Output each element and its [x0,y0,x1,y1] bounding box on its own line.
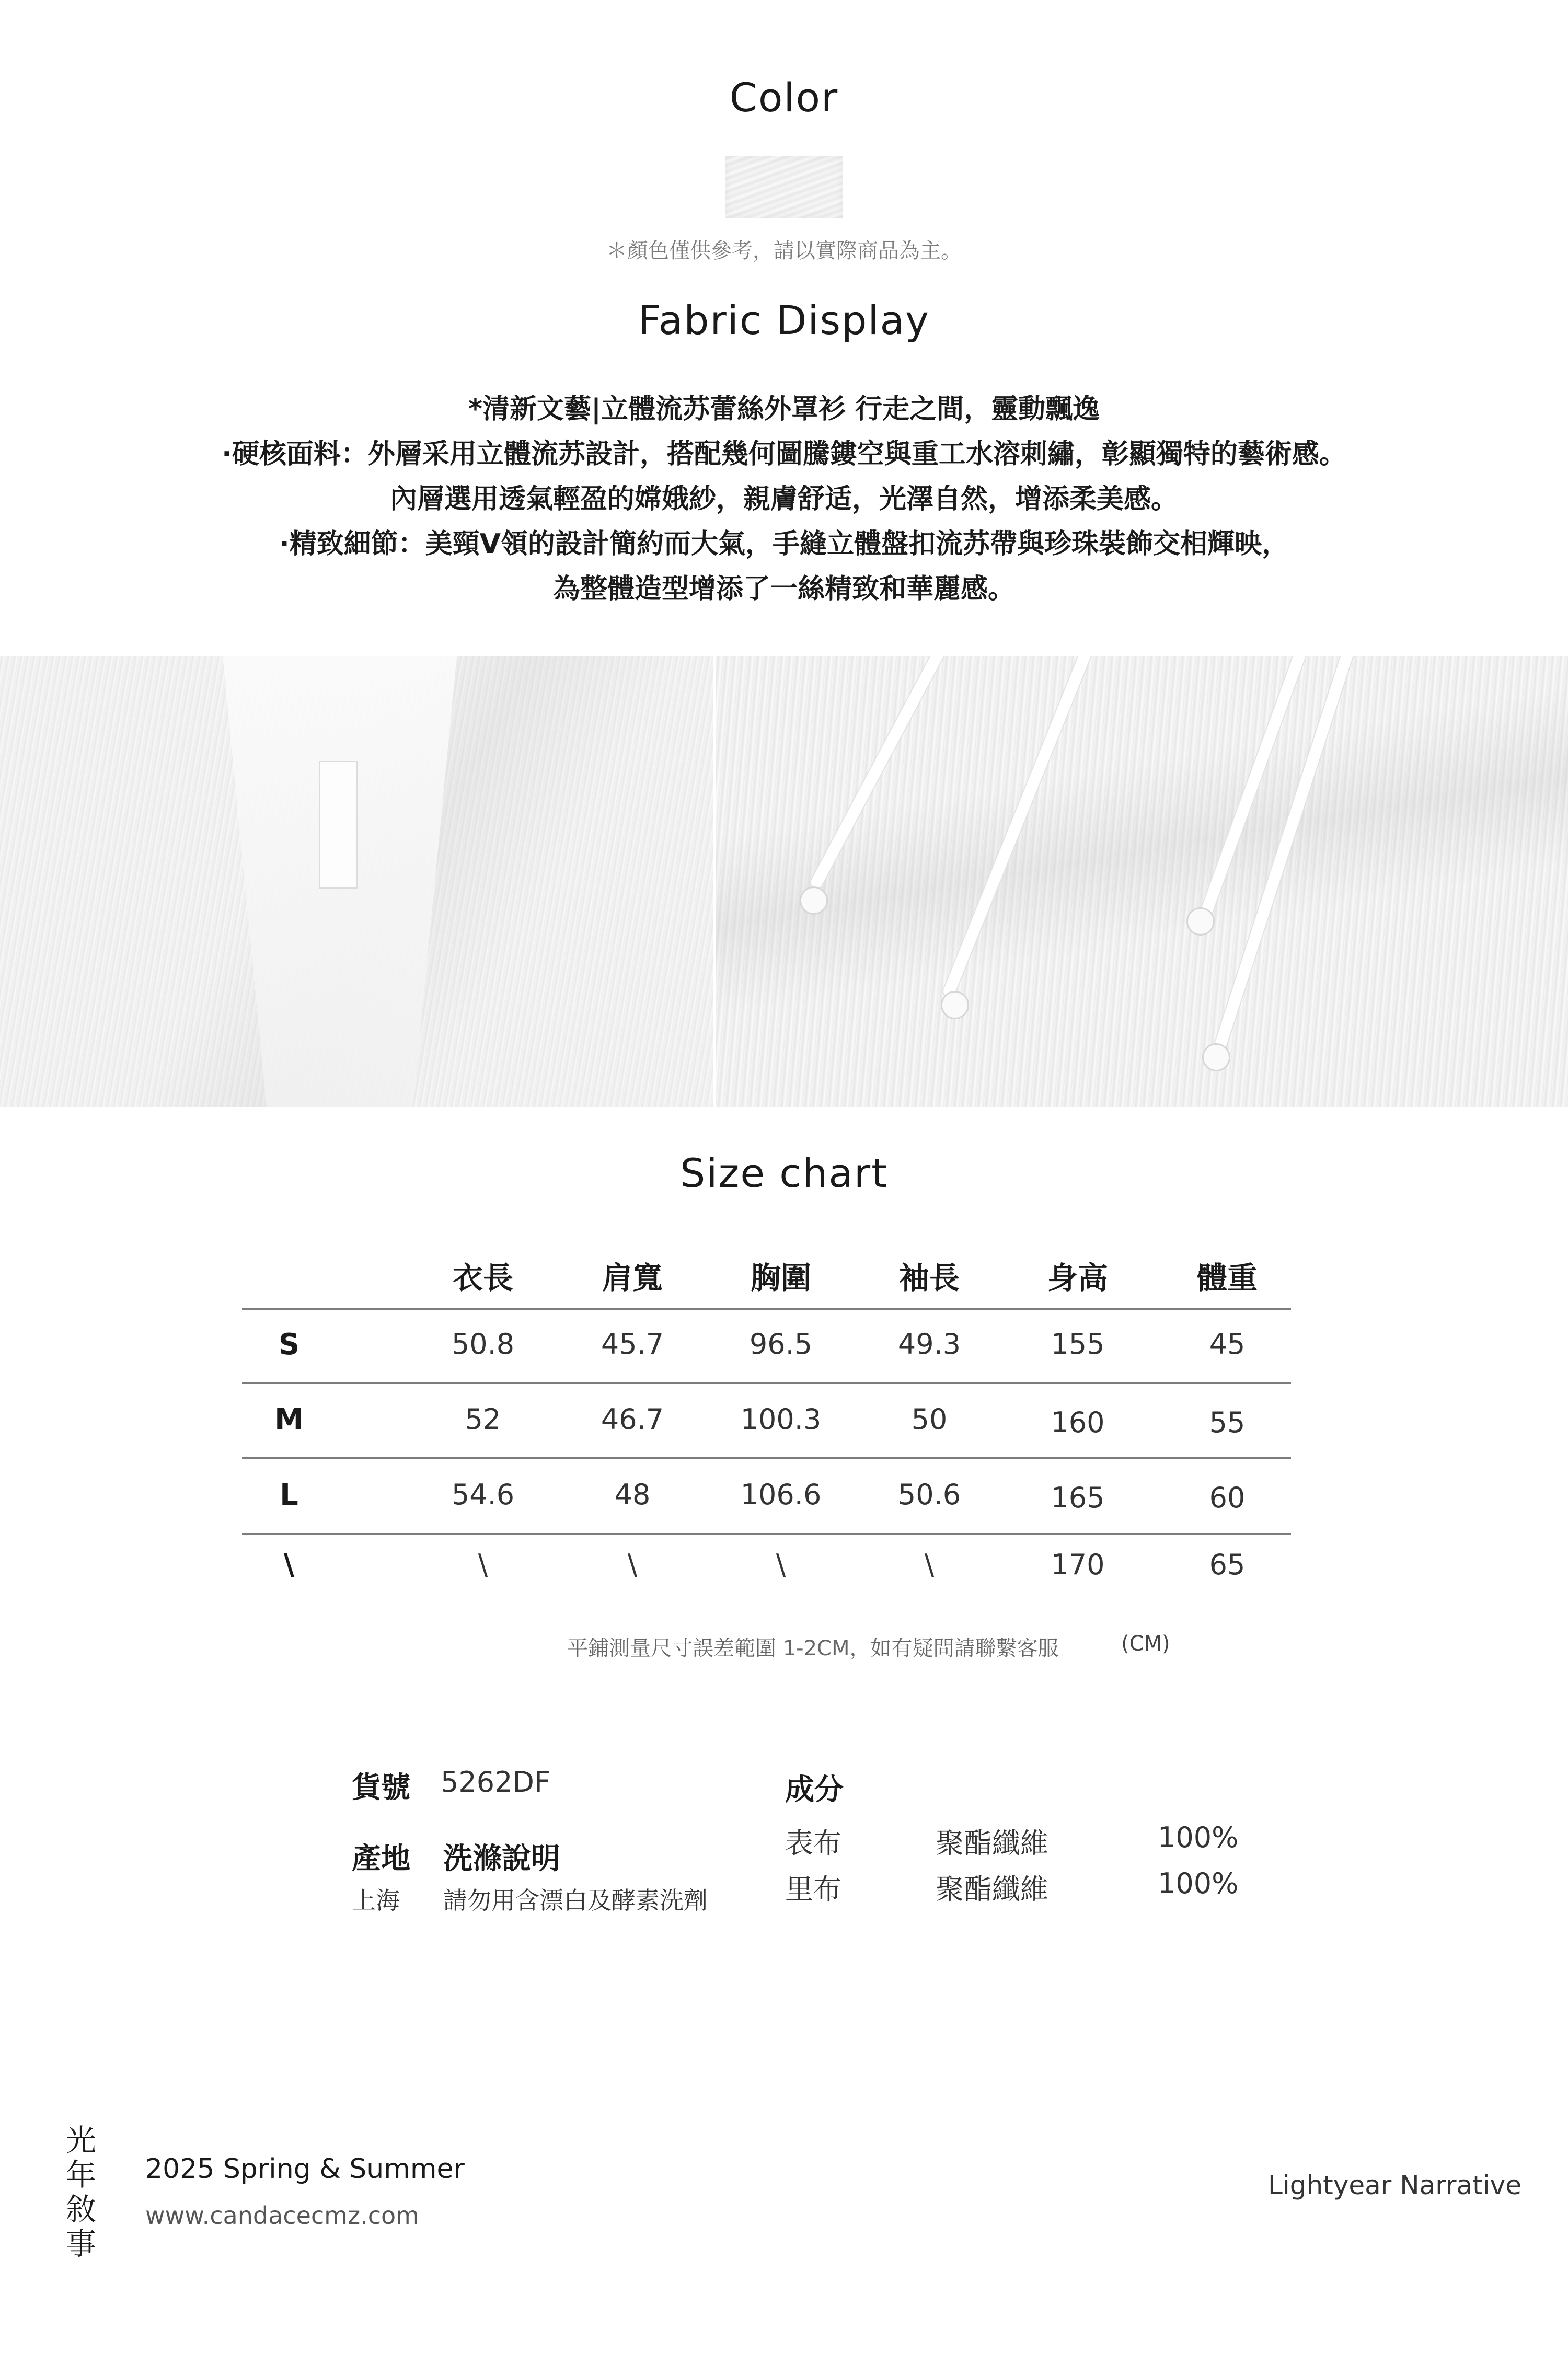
website-link[interactable]: www.candacecmz.com [145,2201,419,2230]
table-cell: \ [478,1548,488,1581]
composition-material: 聚酯纖維 [936,1827,1048,1860]
table-cell: 60 [1209,1481,1246,1514]
table-cell: 48 [614,1478,651,1511]
table-header: 胸圍 [750,1260,811,1296]
composition-percent: 100% [1158,1821,1239,1854]
table-cell: 50.8 [451,1328,515,1361]
item-no-value: 5262DF [441,1766,551,1798]
brand-en: Lightyear Narrative [1268,2170,1521,2200]
description-line: *清新文藝|立體流苏蕾絲外罩衫 行走之間，靈動飄逸 [468,394,1100,425]
fabric-photo-tassels [716,656,1568,1107]
item-no-label: 貨號 [352,1771,410,1805]
composition-label: 成分 [785,1773,844,1807]
table-header: 衣長 [452,1260,513,1296]
brand-char: 事 [65,2226,96,2262]
table-divider [242,1382,1291,1384]
season-text: 2025 Spring & Summer [145,2153,465,2185]
composition-part: 里布 [785,1873,841,1906]
table-cell: \ [627,1548,638,1581]
table-cell: 45.7 [601,1328,664,1361]
table-divider [242,1308,1291,1310]
table-header: 肩寬 [602,1260,663,1296]
table-cell: 55 [1209,1406,1246,1439]
color-title: Color [729,74,839,121]
composition-part: 表布 [785,1827,841,1860]
knot-icon [1202,1043,1230,1071]
knot-icon [800,886,828,915]
table-header: 體重 [1196,1260,1258,1296]
size-label: L [280,1478,298,1512]
color-swatch-white [725,156,843,218]
brand-char: 光 [65,2123,96,2158]
table-cell: 65 [1209,1548,1246,1581]
table-cell: 46.7 [601,1403,664,1436]
origin-value: 上海 [352,1886,400,1915]
fabric-photo-neckline [0,656,713,1107]
color-note: ＊顏色僅供參考，請以實際商品為主。 [606,239,962,263]
table-header: 袖長 [898,1260,960,1296]
table-cell: 165 [1051,1481,1105,1514]
table-cell: 52 [465,1403,501,1436]
table-cell: 96.5 [749,1328,813,1361]
table-cell: 100.3 [740,1403,822,1436]
table-divider [242,1457,1291,1459]
description-line: ·硬核面料：外層采用立體流苏設計，搭配幾何圖騰鏤空與重工水溶刺繡，彰顯獨特的藝術感。 [222,439,1346,470]
wash-label: 洗滌說明 [443,1842,560,1876]
table-cell: 50 [911,1403,948,1436]
table-cell: \ [924,1548,935,1581]
table-cell: 170 [1051,1548,1105,1581]
table-divider [242,1533,1291,1535]
garment-label-icon [319,761,358,889]
size-label: M [274,1403,304,1437]
table-cell: \ [776,1548,786,1581]
size-chart-note: 平鋪測量尺寸誤差範圍 1-2CM，如有疑問請聯繫客服 [567,1636,1059,1661]
composition-percent: 100% [1158,1867,1239,1900]
brand-char: 敘 [65,2192,96,2227]
brand-vertical-logo [63,2123,99,2261]
table-cell: 106.6 [740,1478,822,1511]
brand-char: 年 [65,2157,96,2193]
origin-label: 產地 [352,1842,410,1876]
description-line: 內層選用透氣輕盈的嫦娥紗，親膚舒适，光澤自然，增添柔美感。 [389,483,1178,515]
size-label: S [278,1328,300,1362]
fabric-description [0,387,1568,612]
description-line: 為整體造型增添了一絲精致和華麗感。 [552,573,1015,605]
table-cell: 54.6 [451,1478,515,1511]
composition-material: 聚酯纖維 [936,1873,1048,1906]
description-line: ·精致細節：美頸V領的設計簡約而大氣，手縫立體盤扣流苏帶與珍珠裝飾交相輝映， [279,528,1289,560]
knot-icon [1186,907,1215,936]
size-chart-title: Size chart [680,1150,888,1196]
wash-value: 請勿用含漂白及酵素洗劑 [443,1886,708,1915]
table-cell: 160 [1051,1406,1105,1439]
size-chart-unit: (CM) [1121,1632,1170,1656]
table-cell: 49.3 [897,1328,961,1361]
knot-icon [941,991,969,1019]
table-cell: 50.6 [897,1478,961,1511]
fabric-title: Fabric Display [638,297,930,343]
table-cell: 155 [1051,1328,1105,1361]
size-label: \ [283,1548,295,1582]
table-cell: 45 [1209,1328,1246,1361]
table-header: 身高 [1047,1260,1108,1296]
